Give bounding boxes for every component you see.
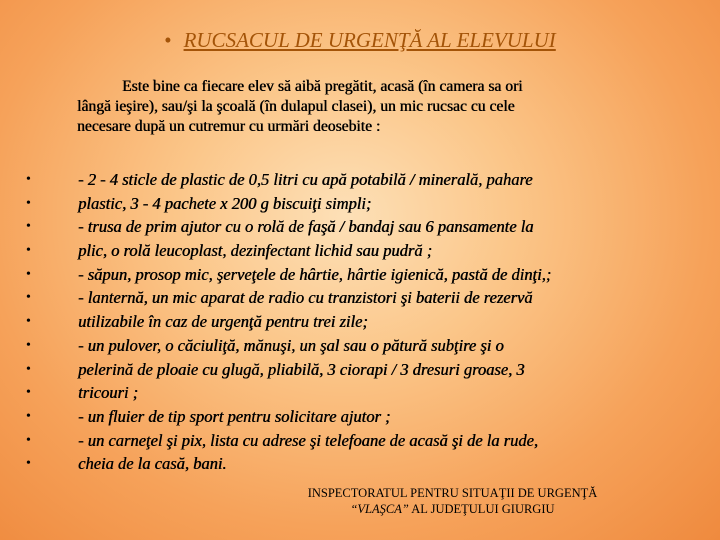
- footer-credit: [280, 485, 625, 517]
- footer-line-1: INSPECTORATUL PENTRU SITUAŢII DE URGENŢĂ: [307, 486, 598, 500]
- list-item-text: - 2 - 4 sticle de plastic de 0,5 litri cu apă potabilă / minerală, pahare: [78, 170, 533, 189]
- title-text: RUCSACUL DE URGENŢĂ AL ELEVULUI: [183, 28, 556, 52]
- bullet-icon: •: [26, 337, 31, 353]
- list-item-text: - un fluier de tip sport pentru solicitare ajutor ;: [78, 406, 391, 426]
- intro-paragraph: [77, 77, 667, 137]
- bullet-icon: •: [26, 432, 31, 448]
- bullet-icon: •: [26, 195, 31, 211]
- list-item: [0, 452, 720, 476]
- list-item-text: utilizabile în caz de urgenţă pentru trei zile;: [78, 312, 368, 332]
- list-item-text: - săpun, prosop mic, şerveţele de hârtie, hârtie igienică, pastă de dinţi,;: [78, 264, 552, 284]
- bullet-icon: •: [26, 172, 31, 187]
- bullet-icon: •: [26, 219, 31, 235]
- bullet-icon: •: [26, 408, 31, 424]
- list-item-text: plic, o rolă leucoplast, dezinfectant lichid sau pudră ;: [78, 241, 433, 261]
- list-item-text: - un pulover, o căciuliţă, mănuşi, un şal sau o pătură subţire şi o: [78, 335, 504, 355]
- list-item: [0, 263, 720, 287]
- bullet-icon: •: [26, 385, 31, 401]
- supplies-list: [0, 168, 720, 476]
- intro-line: necesare după un cutremur cu urmări deosebite :: [77, 118, 381, 135]
- bullet-icon: •: [26, 314, 31, 330]
- bullet-icon: •: [26, 361, 31, 377]
- bullet-icon: •: [26, 266, 31, 282]
- list-item-text: pelerină de ploaie cu glugă, pliabilă, 3 ciorapi / 3 dresuri groase, 3: [78, 359, 525, 379]
- list-item: [0, 192, 720, 216]
- list-item: [0, 405, 720, 429]
- slide-title: [0, 27, 720, 53]
- list-item-text: - lanternă, un mic aparat de radio cu tranzistori şi baterii de rezervă: [78, 288, 533, 308]
- list-item: [0, 334, 720, 358]
- list-item: [0, 429, 720, 453]
- list-item: [0, 381, 720, 405]
- bullet-icon: •: [26, 243, 31, 259]
- list-item: [0, 310, 720, 334]
- intro-line: Este bine ca fiecare elev să aibă pregătit, acasă (în camera sa ori: [122, 78, 523, 95]
- bullet-icon: •: [26, 290, 31, 306]
- footer-quote: “VLAŞCA”: [350, 502, 409, 516]
- list-item-text: tricouri ;: [78, 383, 139, 403]
- list-item-text: - trusa de prim ajutor cu o rolă de faşă / bandaj sau 6 pansamente la: [78, 217, 534, 237]
- list-item: [0, 168, 720, 192]
- footer-line-2: [280, 501, 625, 517]
- list-item-text: - un carneţel şi pix, lista cu adrese şi telefoane de acasă şi de la rude,: [78, 430, 538, 450]
- list-item-text: cheia de la casă, bani.: [78, 454, 227, 474]
- intro-line: lângă ieşire), sau/şi la şcoală (în dulapul clasei), un mic rucsac cu cele: [77, 98, 515, 115]
- bullet-icon: •: [26, 456, 31, 472]
- list-item: [0, 286, 720, 310]
- list-item: [0, 239, 720, 263]
- list-item: [0, 215, 720, 239]
- title-bullet: •: [164, 28, 172, 52]
- list-item: [0, 358, 720, 382]
- footer-rest: AL JUDEŢULUI GIURGIU: [408, 502, 555, 516]
- list-item-text: plastic, 3 - 4 pachete x 200 g biscuiţi simpli;: [78, 193, 372, 213]
